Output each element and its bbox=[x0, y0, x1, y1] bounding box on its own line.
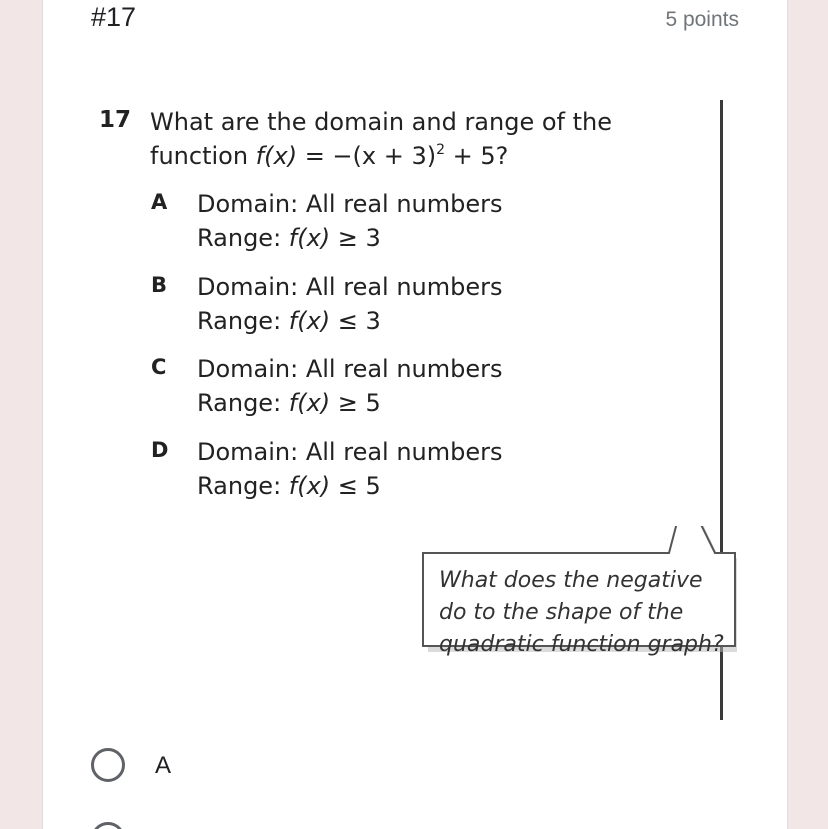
choice-domain: Domain: All real numbers bbox=[197, 355, 503, 383]
choice-letter: C bbox=[151, 355, 167, 379]
question-card bbox=[42, 0, 788, 829]
radio-button-partial[interactable] bbox=[91, 822, 125, 829]
question-title: #17 bbox=[91, 2, 137, 32]
choice-range-relation: ≤ 3 bbox=[330, 307, 381, 335]
question-image bbox=[99, 100, 739, 720]
stem-equation: = −(x + 3) bbox=[297, 142, 437, 170]
choice-range-function: f(x) bbox=[288, 224, 331, 252]
choice-letter: D bbox=[151, 438, 169, 462]
hint-callout bbox=[421, 526, 737, 657]
choice-domain: Domain: All real numbers bbox=[197, 273, 503, 301]
stem-exponent: 2 bbox=[436, 142, 446, 158]
points-label: 5 points bbox=[665, 8, 739, 31]
callout-text: What does the negative do to the shape of the quadratic function graph? bbox=[439, 568, 724, 657]
stem-prefix: function bbox=[150, 142, 256, 170]
question-stem bbox=[150, 105, 710, 173]
radio-button[interactable] bbox=[91, 748, 125, 782]
choice-range-function: f(x) bbox=[288, 472, 331, 500]
stem-tail: + 5? bbox=[445, 142, 509, 170]
choice-range-function: f(x) bbox=[288, 389, 331, 417]
choice-range-relation: ≥ 5 bbox=[330, 389, 381, 417]
choice-letter: A bbox=[151, 190, 168, 214]
choice-range-prefix: Range: bbox=[197, 389, 289, 417]
stem-line-1: What are the domain and range of the bbox=[150, 108, 612, 136]
choice-range-prefix: Range: bbox=[197, 224, 289, 252]
choice-range-function: f(x) bbox=[288, 307, 331, 335]
stem-function: f(x) bbox=[255, 142, 298, 170]
choice-range-relation: ≥ 3 bbox=[330, 224, 381, 252]
choice-range-relation: ≤ 5 bbox=[330, 472, 381, 500]
choice-domain: Domain: All real numbers bbox=[197, 438, 503, 466]
choice-range-prefix: Range: bbox=[197, 307, 289, 335]
option-label: A bbox=[155, 752, 172, 779]
choice-letter: B bbox=[151, 273, 168, 297]
item-number: 17 bbox=[99, 107, 132, 133]
choice-range-prefix: Range: bbox=[197, 472, 289, 500]
choice-domain: Domain: All real numbers bbox=[197, 190, 503, 218]
